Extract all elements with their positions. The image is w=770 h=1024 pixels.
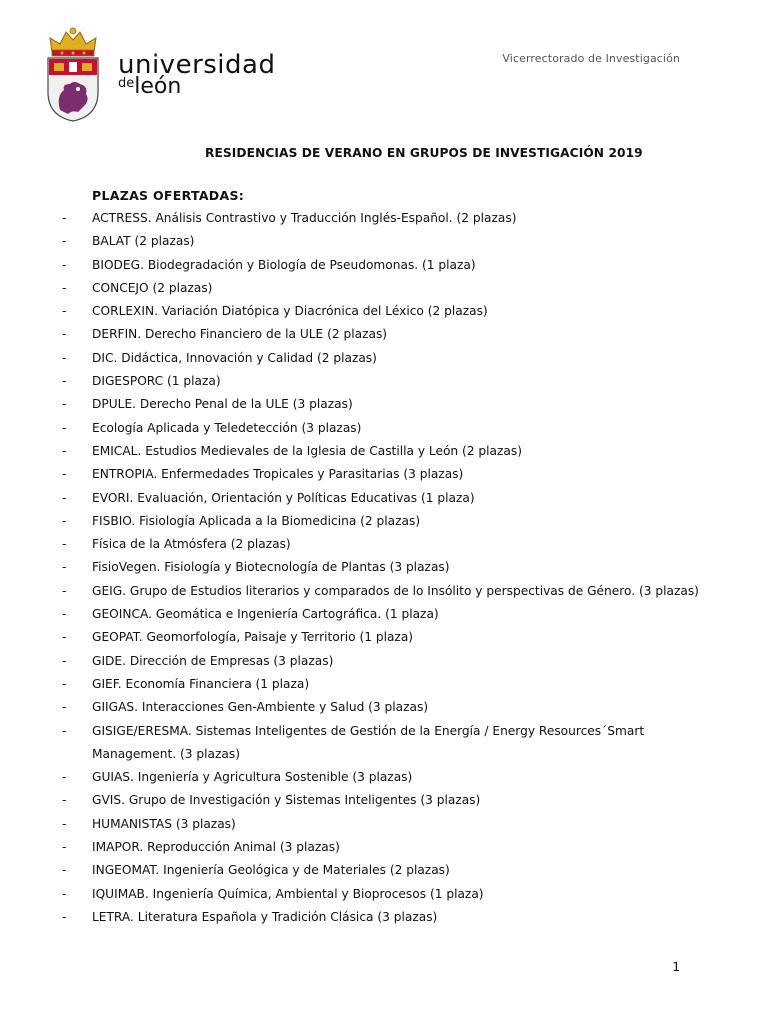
- list-item-text: GEOPAT. Geomorfología, Paisaje y Territorio (1 plaza): [92, 630, 414, 645]
- list-bullet: -: [62, 211, 67, 225]
- list-item-text: DERFIN. Derecho Financiero de la ULE (2 plazas): [92, 327, 388, 342]
- list-item-text: GEIG. Grupo de Estudios literarios y comparados de lo Insólito y perspectivas de Género. (3 plazas): [92, 583, 699, 598]
- list-item-text: Física de la Atmósfera (2 plazas): [92, 537, 291, 552]
- list-bullet: -: [62, 583, 67, 598]
- list-item-text: GISIGE/ERESMA. Sistemas Inteligentes de Gestión de la Energía / Energy Resources´Smart: [92, 723, 645, 738]
- list-bullet: -: [62, 490, 67, 505]
- list-bullet: -: [62, 840, 67, 855]
- page-number: 1: [672, 960, 680, 974]
- list-item: [58, 789, 738, 812]
- section-heading: PLAZAS OFERTADAS:: [92, 188, 245, 203]
- list-item-text: ACTRESS. Análisis Contrastivo y Traducción Inglés-Español. (2 plazas): [92, 211, 517, 225]
- list-item: [58, 417, 738, 440]
- list-bullet: -: [62, 863, 67, 878]
- list-item-text: IQUIMAB. Ingeniería Química, Ambiental y Bioprocesos (1 plaza): [92, 886, 484, 901]
- list-item-text: GIIGAS. Interacciones Gen-Ambiente y Salud (3 plazas): [92, 700, 429, 715]
- list-item-text: EVORI. Evaluación, Orientación y Políticas Educativas (1 plaza): [92, 490, 475, 505]
- list-item: [58, 440, 738, 463]
- list-item-text: DIGESPORC (1 plaza): [92, 374, 221, 389]
- list-bullet: -: [62, 420, 67, 435]
- list-item: [58, 836, 738, 859]
- list-item-text: IMAPOR. Reproducción Animal (3 plazas): [92, 840, 340, 855]
- list-item: [58, 766, 738, 789]
- list-item: [58, 883, 738, 906]
- list-item: [58, 813, 738, 836]
- list-item-text: LETRA. Literatura Española y Tradición Clásica (3 plazas): [92, 909, 438, 924]
- list-bullet: -: [62, 816, 67, 831]
- logo-text-de: de: [118, 76, 135, 91]
- list-item: [58, 603, 738, 626]
- list-item-text: ENTROPIA. Enfermedades Tropicales y Parasitarias (3 plazas): [92, 467, 464, 482]
- list-item: [58, 859, 738, 882]
- list-bullet: -: [62, 537, 67, 552]
- list-item: [58, 556, 738, 579]
- list-item: [58, 626, 738, 649]
- list-bullet: -: [62, 374, 67, 389]
- header-department: Vicerrectorado de Investigación: [502, 52, 680, 65]
- list-item: [58, 370, 738, 393]
- list-item: [58, 230, 738, 253]
- list-item-text: GIDE. Dirección de Empresas (3 plazas): [92, 653, 334, 668]
- list-bullet: -: [62, 327, 67, 342]
- document-title: RESIDENCIAS DE VERANO EN GRUPOS DE INVESTIGACIÓN 2019: [205, 146, 643, 160]
- coat-of-arms-icon: [44, 26, 102, 122]
- list-bullet: -: [62, 607, 67, 622]
- list-item: [58, 696, 738, 719]
- university-logo: [44, 26, 276, 126]
- logo-text-universidad: universidad: [118, 50, 276, 80]
- list-bullet: -: [62, 257, 67, 272]
- list-item-text: Ecología Aplicada y Teledetección (3 plazas): [92, 420, 362, 435]
- list-item-text: CORLEXIN. Variación Diatópica y Diacrónica del Léxico (2 plazas): [92, 304, 488, 319]
- list-item-text: GVIS. Grupo de Investigación y Sistemas Inteligentes (3 plazas): [92, 793, 481, 808]
- list-item-text: CONCEJO (2 plazas): [92, 280, 213, 295]
- list-item: [58, 347, 738, 370]
- list-bullet: -: [62, 397, 67, 412]
- list-item-text: FISBIO. Fisiología Aplicada a la Biomedicina (2 plazas): [92, 513, 421, 528]
- list-item-text: GIEF. Economía Financiera (1 plaza): [92, 676, 310, 691]
- list-bullet: -: [62, 770, 67, 785]
- list-item-text: BIODEG. Biodegradación y Biología de Pseudomonas. (1 plaza): [92, 257, 476, 272]
- list-item: [58, 463, 738, 486]
- list-item-text: EMICAL. Estudios Medievales de la Iglesia de Castilla y León (2 plazas): [92, 443, 522, 458]
- list-bullet: -: [62, 467, 67, 482]
- list-bullet: -: [62, 234, 67, 249]
- list-item: [58, 906, 738, 929]
- list-bullet: -: [62, 793, 67, 808]
- list-item-text: GUIAS. Ingeniería y Agricultura Sostenible (3 plazas): [92, 770, 413, 785]
- list-item-continuation: [58, 743, 738, 766]
- list-item: [58, 580, 738, 603]
- list-item-text: FisioVegen. Fisiología y Biotecnología de Plantas (3 plazas): [92, 560, 450, 575]
- list-item: [58, 673, 738, 696]
- list-bullet: -: [62, 280, 67, 295]
- list-bullet: -: [62, 886, 67, 901]
- list-item: [58, 487, 738, 510]
- list-bullet: -: [62, 653, 67, 668]
- list-bullet: -: [62, 443, 67, 458]
- list-bullet: -: [62, 513, 67, 528]
- list-item-text: HUMANISTAS (3 plazas): [92, 816, 236, 831]
- logo-text-leon-word: león: [134, 74, 182, 99]
- list-bullet: -: [62, 560, 67, 575]
- list-item: [58, 393, 738, 416]
- plazas-list: [58, 207, 738, 929]
- list-item-text: Management. (3 plazas): [92, 746, 240, 761]
- list-item: [58, 650, 738, 673]
- list-bullet: -: [62, 676, 67, 691]
- list-item-text: DIC. Didáctica, Innovación y Calidad (2 plazas): [92, 350, 377, 365]
- list-bullet: -: [62, 304, 67, 319]
- list-item: [58, 720, 738, 743]
- list-bullet: -: [62, 630, 67, 645]
- list-item: [58, 323, 738, 346]
- list-bullet: -: [62, 909, 67, 924]
- list-item: [58, 300, 738, 323]
- list-item-text: BALAT (2 plazas): [92, 234, 195, 249]
- list-item-text: INGEOMAT. Ingeniería Geológica y de Materiales (2 plazas): [92, 863, 450, 878]
- list-bullet: -: [62, 700, 67, 715]
- list-item-text: GEOINCA. Geomática e Ingeniería Cartográfica. (1 plaza): [92, 607, 439, 622]
- logo-text-leon: [118, 76, 275, 101]
- list-item-text: DPULE. Derecho Penal de la ULE (3 plazas): [92, 397, 353, 412]
- list-item: [58, 254, 738, 277]
- list-item: [58, 207, 738, 230]
- list-item: [58, 533, 738, 556]
- list-bullet: -: [62, 350, 67, 365]
- list-item: [58, 510, 738, 533]
- logo-wordmark: [118, 52, 275, 103]
- list-item: [58, 277, 738, 300]
- list-bullet: -: [62, 723, 67, 738]
